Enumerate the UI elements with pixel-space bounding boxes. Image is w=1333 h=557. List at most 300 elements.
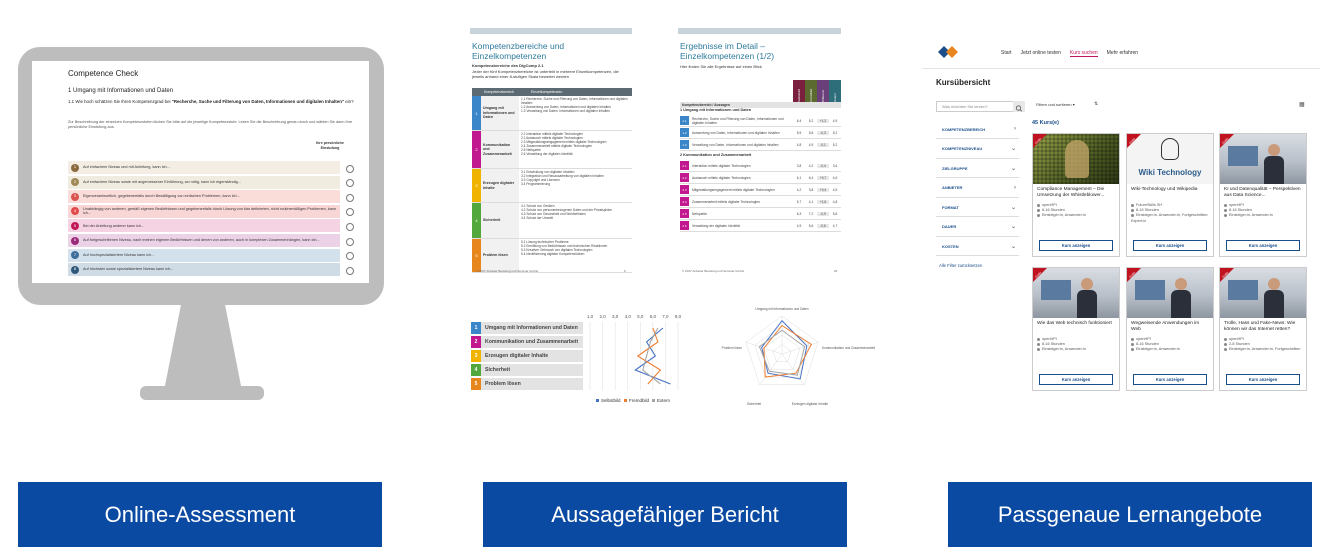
result-value: 3,8 xyxy=(796,163,802,168)
level-description[interactable]: Auf fortgeschrittenen Niveau, nach meinen eigenen Bedürfnissen und denen von anderen, auch in komplexen Zusammenhängen, kann ich... xyxy=(83,238,320,243)
level-text: Einsteiger:in, Anwender:in xyxy=(1136,347,1180,352)
result-value: 4,2 xyxy=(796,187,802,192)
result-value: 5,5 xyxy=(796,130,802,135)
axis-tick-label: 5,0 xyxy=(637,314,644,319)
presenter-body xyxy=(1264,290,1284,318)
chevron-right-icon: › xyxy=(1014,126,1016,132)
area-number-badge: 3 xyxy=(472,169,481,202)
axis-tick-label: 6,0 xyxy=(649,314,656,319)
chevron-down-icon: ⌄ xyxy=(1010,204,1016,211)
result-value: +0,4 xyxy=(817,188,829,192)
provider-text: FutureSkills SH xyxy=(1136,203,1163,207)
presenter-head xyxy=(1268,278,1280,290)
series-legend-label: Extern xyxy=(657,398,671,403)
course-level xyxy=(1131,213,1209,223)
result-value: 5,6 xyxy=(808,223,814,228)
result-value: 6,4 xyxy=(808,175,814,180)
area-name: Erzeugen digitaler Inhalte xyxy=(481,169,519,202)
level-radio-button[interactable] xyxy=(346,208,354,216)
show-course-button[interactable]: Kurs anzeigen xyxy=(1039,240,1113,251)
free-badge-label: Gratis xyxy=(1221,270,1230,279)
result-column-header xyxy=(793,80,805,102)
area-number-badge: 1 xyxy=(472,96,481,130)
area-subcompetences: 2.1 Interaktion mittels digitaler Technologien 2.2 Austausch mittels digitaler Technologien 2.3 Mitgestaltungsengagement mittels digitaler Technologien 2.4 Zusammenarbeit mittels digitaler Technologien 2.5 Netiquette 2.6 Verwaltung der digitalen Identität xyxy=(521,132,607,157)
competence-text: Recherche, Suche und Filterung von Daten, Informationen und digitalen Inhalten xyxy=(692,116,784,125)
area-legend-item xyxy=(471,364,583,376)
free-badge-label: Gratis xyxy=(1128,136,1137,145)
filter-label: KOSTEN xyxy=(942,243,959,249)
competence-text: Verwaltung der digitalen Identität xyxy=(692,223,740,228)
area-number-badge: 4 xyxy=(471,364,481,376)
course-level xyxy=(1131,347,1209,352)
level-number-badge: 8 xyxy=(71,266,79,274)
competence-text: Netiquette xyxy=(692,211,708,216)
competence-level-row[interactable] xyxy=(68,205,340,218)
area-number-badge: 2 xyxy=(471,336,481,348)
result-column-header xyxy=(817,80,829,102)
level-radio-button[interactable] xyxy=(346,252,354,260)
course-title[interactable]: KI und Datenqualität – Perspektiven aus Data Science... xyxy=(1224,187,1301,198)
nav-link[interactable]: Mehr erfahren xyxy=(1106,50,1139,56)
presenter-body xyxy=(1264,156,1284,184)
level-number-badge: 7 xyxy=(71,251,79,259)
online-assessment-button[interactable]: Online-Assessment xyxy=(18,482,382,547)
radar-axis xyxy=(782,342,818,354)
area-number-badge: 3 xyxy=(471,350,481,362)
level-description[interactable]: Auf hochspezialisiertem Niveau kann ich... xyxy=(83,252,155,257)
axis-tick-label: 3,0 xyxy=(612,314,619,319)
competence-level-row[interactable] xyxy=(68,176,340,189)
radar-axis-label: Sicherheit xyxy=(746,402,762,406)
level-description[interactable]: Eigenverantwortlich, gegebenenfalls durch Bewältigung von einfachen Problemen, kann ich... xyxy=(83,194,240,199)
provider-text: openHPI xyxy=(1042,203,1057,207)
filter-label: KOMPETENZNIVEAU xyxy=(942,146,983,151)
chevron-down-icon: ⌄ xyxy=(1010,165,1016,172)
series-legend-label: Fremdbild xyxy=(629,398,650,403)
page1-title: Kompetenzbereiche und Einzelkompetenzen xyxy=(472,41,565,61)
level-text: Einsteiger:in, Anwender:in xyxy=(1042,347,1086,352)
radar-axis-label: Kommunikation und Zusammenarbeit xyxy=(822,346,875,350)
show-course-button[interactable]: Kurs anzeigen xyxy=(1039,374,1113,385)
filter-label: ANBIETER xyxy=(942,185,963,190)
filter-accordion-item[interactable] xyxy=(936,218,1019,237)
level-description[interactable]: Auf einfachem Niveau und mit Anleitung, kann ich... xyxy=(83,165,170,170)
search-icon[interactable] xyxy=(1013,101,1025,112)
course-meta xyxy=(1220,201,1306,219)
presenter-body xyxy=(1171,290,1191,318)
lightbulb-icon xyxy=(1161,138,1179,160)
filter-accordion-item[interactable] xyxy=(936,237,1019,256)
duration-icon xyxy=(1131,343,1134,346)
radar-chart xyxy=(712,302,875,408)
filter-label: DAUER xyxy=(942,224,957,229)
competence-text: Verwaltung von Daten, Informationen und digitalen Inhalten xyxy=(692,142,779,147)
filter-accordion-item[interactable] xyxy=(936,120,1019,139)
level-radio-button[interactable] xyxy=(346,238,354,246)
rating-column-header: Ihre persönliche Einstufung xyxy=(316,141,344,150)
result-value: 6,1 xyxy=(796,175,802,180)
level-icon xyxy=(1037,348,1040,351)
free-badge-label: Gratis xyxy=(1034,270,1043,279)
level-description[interactable]: Unabhängig von anderen, gemäß eigenen Bedürfnissen und gegebenenfalls durch Lösung von klar definierten, nicht routinemäßigen Problemen, kann ich... xyxy=(83,206,337,216)
level-icon xyxy=(1224,348,1227,351)
column-label: Extern xyxy=(833,93,837,102)
radar-axis-label: Umgang mit Informationen und Daten xyxy=(755,307,809,311)
show-course-button[interactable]: Kurs anzeigen xyxy=(1133,374,1207,385)
duration-text: 8-16 Stunden xyxy=(1042,208,1065,213)
competence-code: 2.4 xyxy=(680,197,689,206)
result-value: -0,9 xyxy=(817,212,829,216)
nav-link[interactable]: Kurs suchen xyxy=(1069,50,1098,56)
page2-section2: 2 Kommunikation und Zusammenarbeit xyxy=(680,153,752,157)
level-text: Einsteiger:in, Anwender:in, Fortgeschritten xyxy=(1229,347,1301,352)
page-header-bar xyxy=(470,28,632,34)
presentation-screen xyxy=(1228,146,1258,166)
duration-icon xyxy=(1037,209,1040,212)
provider-icon xyxy=(1224,204,1227,207)
result-value: -0,1 xyxy=(817,143,829,147)
result-value: -0,6 xyxy=(817,224,829,228)
axis-tick-label: 8,0 xyxy=(674,314,682,319)
level-number-badge: 2 xyxy=(71,178,79,186)
result-value: +0,7 xyxy=(817,176,829,180)
chevron-down-icon: ⌄ xyxy=(1010,146,1016,152)
course-thumbnail xyxy=(1127,268,1213,318)
legend-swatch xyxy=(652,399,655,402)
course-card[interactable] xyxy=(1032,267,1120,391)
competence-text: Interaktion mittels digitaler Technologien xyxy=(692,163,751,168)
competence-text: Zusammenarbeit mittels digitaler Technologien xyxy=(692,199,760,204)
result-row xyxy=(680,127,841,139)
area-legend-item xyxy=(471,322,583,334)
thumbnail-caption: Wiki Technology xyxy=(1138,168,1202,177)
radar-axis-label: Erzeugen digitaler Inhalte xyxy=(791,402,829,406)
result-value: 3,6 xyxy=(832,163,838,168)
page2-section1: 1 Umgang mit Informationen und Daten xyxy=(680,108,752,112)
area-name: Umgang mit Informationen und Daten xyxy=(481,96,519,130)
level-description[interactable]: Auf höchsten sowie spezialisiertem Niveau kann ich... xyxy=(83,267,174,272)
provider-icon xyxy=(1037,338,1040,341)
course-title[interactable]: Wegweisende Anwendungen im Web xyxy=(1131,321,1200,332)
presenter-head xyxy=(1081,278,1093,290)
presenter-head xyxy=(1175,278,1187,290)
result-value: 6,4 xyxy=(796,118,802,123)
competence-code: 2.6 xyxy=(680,221,689,230)
area-number-badge: 4 xyxy=(472,203,481,238)
show-course-button[interactable]: Kurs anzeigen xyxy=(1226,374,1300,385)
result-row xyxy=(680,172,841,184)
result-value: 5,7 xyxy=(796,199,802,204)
chevron-right-icon: › xyxy=(1014,184,1016,191)
area-subcompetences: 4.1 Schutz von Geräten 4.2 Schutz von personenbezogenen Daten und der Privatsphäre 4.3 Schutz von Gesundheit und Wohlbefinden 4.4 Schutz der Umwelt xyxy=(521,204,612,221)
course-thumbnail xyxy=(1033,134,1119,184)
instructions-text: Zur Beschreibung der einzelnen Kompetenzstufen klicken Sie bitte auf die jeweilige Kompetenzstufe. Lesen Sie die Beschreibung genau durch und wählen Sie dann Ihre persönliche Einstufung aus. xyxy=(68,120,353,130)
result-value: 4,8 xyxy=(832,199,838,204)
level-icon xyxy=(1131,348,1134,351)
course-meta xyxy=(1127,335,1213,353)
course-thumbnail xyxy=(1220,134,1306,184)
result-value: +1,2 xyxy=(817,119,829,123)
duration-text: 8-16 Stunden xyxy=(1229,208,1252,213)
portrait-mosaic xyxy=(1065,140,1089,178)
sort-filter-dropdown[interactable]: Filtern und sortieren ▾ xyxy=(1036,102,1075,107)
page2-title: Ergebnisse im Detail – Einzelkompetenzen (1/2) xyxy=(680,41,775,61)
grid-view-icon[interactable]: ▦ xyxy=(1299,102,1305,108)
result-row xyxy=(680,220,841,232)
course-level xyxy=(1224,213,1302,218)
nav-link[interactable]: Start xyxy=(1001,50,1012,56)
page-header-bar xyxy=(678,28,841,34)
provider-text: openHPI xyxy=(1136,337,1151,341)
competence-level-row[interactable] xyxy=(68,219,340,232)
page2-footer: © 2017 Anbieter Beratung und Seminar GmbH xyxy=(682,269,744,273)
area-legend-label: Umgang mit Informationen und Daten xyxy=(485,325,578,331)
page2-intro: Hier finden Sie alle Ergebnisse auf einen Blick xyxy=(680,64,762,69)
monitor-base xyxy=(140,386,264,400)
area-name: Problem lösen xyxy=(481,239,519,272)
competence-area-row xyxy=(472,239,632,273)
result-value: 5,2 xyxy=(832,130,838,135)
column-label: Differenz xyxy=(821,90,825,102)
level-radio-button[interactable] xyxy=(346,165,354,173)
competence-area-row xyxy=(472,131,632,169)
competence-level-row[interactable] xyxy=(68,249,340,262)
legend-swatch xyxy=(596,399,599,402)
filter-label: FORMAT xyxy=(942,204,959,210)
level-text: Einsteiger:in, Anwender:in xyxy=(1229,213,1273,218)
filter-accordion-item[interactable] xyxy=(936,198,1019,217)
result-value: 6,3 xyxy=(796,211,802,216)
presentation-screen xyxy=(1041,280,1071,300)
course-card[interactable] xyxy=(1032,133,1120,257)
provider-text: openHPI xyxy=(1042,337,1057,341)
series-line xyxy=(643,328,661,384)
provider-icon xyxy=(1131,204,1134,207)
radar-axis-label: Problem lösen xyxy=(721,346,742,350)
competence-code: 1.2 xyxy=(680,128,689,137)
course-meta xyxy=(1220,335,1306,353)
page1-subhead: Kompetenzbereiche des DigComp 2.1 xyxy=(472,63,544,68)
area-subcompetences: 5.1 Lösung technischer Probleme 5.2 Ermittlung von Bedürfnissen und technischen Reaktionen 5.3 Kreativer Gebrauch von digitalen Technologien 5.4 Identifizierung digitaler Kompetenzlücken xyxy=(521,240,608,257)
result-row xyxy=(680,184,841,196)
course-card[interactable] xyxy=(1219,133,1307,257)
level-icon xyxy=(1131,214,1134,217)
col-kompetenzbereich: Kompetenzbereich xyxy=(484,90,514,94)
level-radio-button[interactable] xyxy=(346,194,354,202)
filter-accordion-item[interactable] xyxy=(936,179,1019,198)
level-icon xyxy=(1224,214,1227,217)
page2-table-head: Kompetenzbereich / Aussagen xyxy=(680,102,841,108)
presenter-head xyxy=(1268,144,1280,156)
column-label: Selbstbild xyxy=(797,88,801,102)
result-value: 4,6 xyxy=(832,175,838,180)
sort-order-icon[interactable]: ⇅ xyxy=(1094,101,1099,107)
free-badge-label: Gratis xyxy=(1034,136,1043,145)
report-button[interactable]: Aussagefähiger Bericht xyxy=(483,482,847,547)
result-value: 4,2 xyxy=(808,163,814,168)
competence-code: 2.2 xyxy=(680,173,689,182)
competence-area-row xyxy=(472,96,632,131)
level-text: Einsteiger:in, Anwender:in xyxy=(1042,213,1086,218)
duration-text: 8-16 Stunden xyxy=(1042,342,1065,347)
course-level xyxy=(1037,347,1115,352)
show-course-button[interactable]: Kurs anzeigen xyxy=(1133,240,1207,251)
course-card[interactable] xyxy=(1126,267,1214,391)
show-course-button[interactable]: Kurs anzeigen xyxy=(1226,240,1300,251)
result-value: 4,9 xyxy=(808,142,814,147)
question-text: 1.1 Wie hoch schätzen Sie Ihren Kompetenzgrad bei "Recherche, Suche und Filterung von Daten, Informationen und digitalen Inhalten" ein? xyxy=(68,99,354,104)
course-thumbnail xyxy=(1220,268,1306,318)
competence-text: Auswertung von Daten, Informationen und digitalen Inhalten xyxy=(692,130,780,135)
competence-level-row[interactable] xyxy=(68,190,340,203)
duration-text: 2-8 Stunden xyxy=(1229,342,1250,347)
area-name: Kommunikation und Zusammenarbeit xyxy=(481,131,519,168)
course-thumbnail xyxy=(1127,134,1213,184)
chevron-down-icon: ⌄ xyxy=(1010,243,1016,250)
presentation-screen xyxy=(1135,280,1165,300)
course-title[interactable]: Wiki-Technology und Wikipedia xyxy=(1131,187,1198,192)
course-level xyxy=(1224,347,1302,352)
competence-area-row xyxy=(472,169,632,203)
level-radio-button[interactable] xyxy=(346,267,354,275)
reset-filters-link[interactable]: Alle Filter zurücksetzen xyxy=(939,263,983,268)
competence-level-row[interactable] xyxy=(68,161,340,174)
course-thumbnail xyxy=(1033,268,1119,318)
axis-tick-label: 2,0 xyxy=(599,314,606,319)
nav-divider xyxy=(922,68,1320,69)
competence-code: 2.3 xyxy=(680,185,689,194)
profile-line-chart xyxy=(586,310,684,410)
competence-code: 1.3 xyxy=(680,140,689,149)
competence-level-row[interactable] xyxy=(68,234,340,247)
filter-accordion-item[interactable] xyxy=(936,159,1019,178)
report-page-2 xyxy=(678,28,841,277)
duration-icon xyxy=(1224,343,1227,346)
area-number-badge: 5 xyxy=(471,378,481,390)
level-radio-button[interactable] xyxy=(346,223,354,231)
competence-area-row xyxy=(472,203,632,239)
provider-icon xyxy=(1037,204,1040,207)
course-meta xyxy=(1033,335,1119,353)
result-row xyxy=(680,115,841,127)
level-icon xyxy=(1037,214,1040,217)
competence-code: 2.1 xyxy=(680,161,689,170)
area-number-badge: 1 xyxy=(471,322,481,334)
level-number-badge: 5 xyxy=(71,222,79,230)
duration-text: 8-16 Stunden xyxy=(1136,208,1159,213)
provider-text: openHPI xyxy=(1229,337,1244,341)
result-value: 4,7 xyxy=(832,223,838,228)
radar-series xyxy=(762,321,807,379)
area-name: Sicherheit xyxy=(481,203,519,238)
result-value: 3,8 xyxy=(808,187,814,192)
result-value: 5,2 xyxy=(832,142,838,147)
monitor-stand xyxy=(157,305,249,389)
result-value: -0,4 xyxy=(817,164,829,168)
search-input[interactable]: Was möchten Sie lernen? xyxy=(936,101,1025,112)
level-radio-button[interactable] xyxy=(346,179,354,187)
level-description[interactable]: Auf einfachem Niveau sowie mit angemessener Einführung, wo nötig, kann ich eigenständig... xyxy=(83,179,241,184)
area-legend-label: Problem lösen xyxy=(485,381,521,387)
area-legend-label: Erzeugen digitaler Inhalte xyxy=(485,353,549,359)
course-card[interactable] xyxy=(1219,267,1307,391)
site-logo-icon xyxy=(938,45,960,57)
duration-icon xyxy=(1131,209,1134,212)
course-card[interactable] xyxy=(1126,133,1214,257)
result-row xyxy=(680,139,841,151)
competence-level-row[interactable] xyxy=(68,263,340,276)
result-value: -0,3 xyxy=(817,131,829,135)
level-number-badge: 4 xyxy=(71,207,79,215)
result-value: 4,9 xyxy=(832,118,838,123)
level-number-badge: 1 xyxy=(71,164,79,172)
result-value: 5,2 xyxy=(808,118,814,123)
series-legend-label: Selbstbild xyxy=(601,398,621,403)
course-title[interactable]: Compliance Management – Die Umsetzung der Whistleblower... xyxy=(1037,187,1105,198)
nav-link[interactable]: Jetzt online testen xyxy=(1020,50,1061,56)
result-column-header xyxy=(829,80,841,102)
level-text: Einsteiger:in, Anwender:in, Fortgeschritten: Expert:in xyxy=(1131,213,1209,223)
presenter-body xyxy=(1077,290,1097,318)
page-title: Kursübersicht xyxy=(936,78,991,87)
section-heading: 1 Umgang mit Informationen und Daten xyxy=(68,88,174,94)
area-legend xyxy=(471,322,583,392)
legend-swatch xyxy=(624,399,627,402)
chevron-down-icon: ⌄ xyxy=(1010,224,1016,230)
result-row xyxy=(680,208,841,220)
axis-tick-label: 7,0 xyxy=(662,314,669,319)
course-title[interactable]: Trolle, Hass und Fake-News: Wie können wir das Internet retten? xyxy=(1224,321,1296,332)
course-meta xyxy=(1127,201,1213,224)
col-einzelkompetenzen: Einzelkompetenzen xyxy=(531,90,563,94)
result-value: +1,6 xyxy=(817,200,829,204)
competence-text: Austausch mittels digitaler Technologien xyxy=(692,175,751,180)
course-title[interactable]: Wie das Web technisch funktioniert xyxy=(1037,321,1112,326)
page1-number: 6 xyxy=(624,269,626,273)
duration-text: 8-16 Stunden xyxy=(1136,342,1159,347)
competence-code: 2.5 xyxy=(680,209,689,218)
area-number-badge: 5 xyxy=(472,239,481,272)
learning-offers-button[interactable]: Passgenaue Lernangebote xyxy=(948,482,1312,547)
presentation-screen xyxy=(1228,280,1258,300)
result-value: 4,5 xyxy=(832,187,838,192)
result-row xyxy=(680,196,841,208)
course-level xyxy=(1037,213,1115,218)
provider-text: openHPI xyxy=(1229,203,1244,207)
course-count: 45 Kurs(e) xyxy=(1032,120,1059,126)
result-value: 4,1 xyxy=(808,199,814,204)
level-description[interactable]: Bei der Anleitung anderer kann ich... xyxy=(83,223,145,228)
course-meta xyxy=(1033,201,1119,219)
monitor-screen xyxy=(32,61,369,283)
competence-code: 1.1 xyxy=(680,116,689,125)
provider-icon xyxy=(1224,338,1227,341)
free-badge-label: Gratis xyxy=(1221,136,1230,145)
table-header xyxy=(472,88,632,96)
area-subcompetences: 1.1 Recherche, Suche und Filterung von Daten, Informationen und digitalen Inhalten 1.2 Auswertung von Daten, Informationen und digitalen Inhalten 1.3 Verwaltung von Daten, Informationen und digitalen Inhalten xyxy=(521,97,628,114)
area-legend-label: Sicherheit xyxy=(485,367,511,373)
area-legend-label: Kommunikation und Zusammenarbeit xyxy=(485,339,579,345)
competence-text: Mitgestaltungsengagement mittels digitaler Technologien xyxy=(692,187,775,192)
provider-icon xyxy=(1131,338,1134,341)
duration-icon xyxy=(1037,343,1040,346)
column-label: Fremdbild xyxy=(809,88,813,102)
level-number-badge: 6 xyxy=(71,237,79,245)
axis-tick-label: 1,0 xyxy=(586,314,594,319)
page1-intro: Jeder der fünf Kompetenzbereiche ist unterteilt in mehrere Einzelkompetenzen, die jeweils anhand einer 8-stufigen Skala bewertet werden xyxy=(472,69,619,79)
filter-accordion-item[interactable] xyxy=(936,140,1019,159)
report-page-1 xyxy=(470,28,632,277)
